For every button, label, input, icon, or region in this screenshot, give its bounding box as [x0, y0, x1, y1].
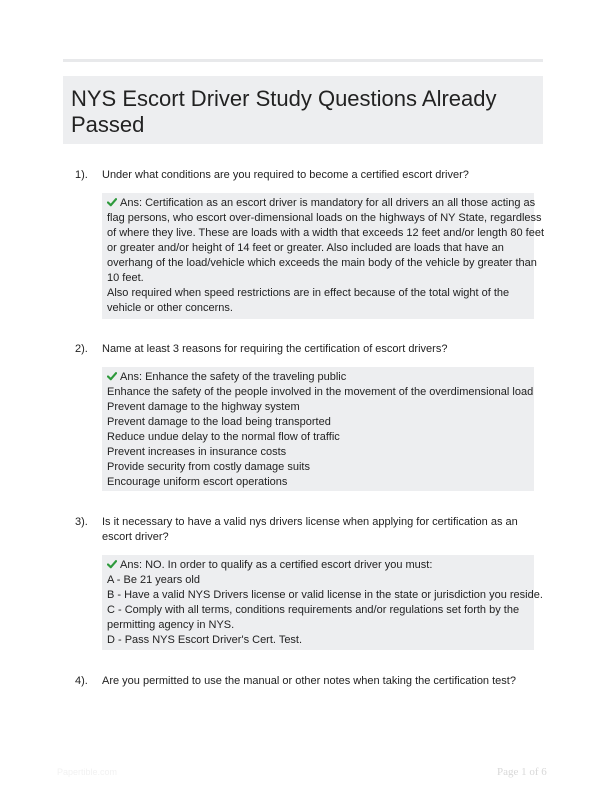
answer-line: flag persons, who escort over-dimensional loads on the highways of NY State, regardless — [107, 212, 542, 224]
answer-2 — [102, 367, 534, 491]
question-number: 4). — [75, 675, 88, 687]
answer-line: Prevent damage to the highway system — [107, 401, 300, 413]
question-number: 2). — [75, 343, 88, 355]
answer-line: Encourage uniform escort operations — [107, 476, 288, 488]
answer-line: Reduce undue delay to the normal flow of traffic — [107, 431, 340, 443]
answer-line: Ans: Certification as an escort driver is mandatory for all drivers an all those acting as — [107, 196, 528, 211]
answer-line: A - Be 21 years old — [107, 574, 200, 586]
answer-line: vehicle or other concerns. — [107, 302, 233, 314]
question-text — [102, 515, 532, 545]
answer-line: C - Comply with all terms, conditions requirements and/or regulations set forth by the — [107, 604, 520, 616]
answer-line: overhang of the load/vehicle which exceeds the main body of the vehicle by greater than — [107, 257, 537, 269]
title-banner — [63, 76, 543, 144]
answer-line: of where they live. These are loads with a width that exceeds 12 feet and/or length 80 feet — [107, 227, 545, 239]
answer-line: or greater and/or height of 14 feet or greater. Also included are loads that have an — [107, 242, 504, 254]
page-title: NYS Escort Driver Study Questions Already Passed — [71, 86, 497, 137]
check-icon — [107, 371, 117, 381]
answer-line: permitting agency in NYS. — [107, 619, 235, 631]
question-line: escort driver? — [102, 531, 169, 543]
answer-line: Prevent damage to the load being transported — [107, 416, 331, 428]
answer-line: Prevent increases in insurance costs — [107, 446, 287, 458]
footer-watermark: Papertible.com — [57, 767, 118, 777]
answer-line: B - Have a valid NYS Drivers license or valid license in the state or jurisdiction you reside. — [107, 589, 543, 601]
answer-3 — [102, 555, 543, 650]
answer-line: D - Pass NYS Escort Driver's Cert. Test. — [107, 634, 303, 646]
answer-line: Provide security from costly damage suits — [107, 461, 310, 473]
check-icon — [107, 559, 117, 569]
header-divider — [63, 59, 543, 62]
answer-line: 10 feet. — [107, 272, 144, 284]
answer-line: Ans: Enhance the safety of the traveling public — [107, 370, 528, 385]
page-indicator: Page 1 of 6 — [497, 766, 547, 778]
question-text: Under what conditions are you required to become a certified escort driver? — [102, 169, 469, 181]
question-text: Are you permitted to use the manual or other notes when taking the certification test? — [102, 675, 516, 687]
question-text: Name at least 3 reasons for requiring the certification of escort drivers? — [102, 343, 448, 355]
question-number: 1). — [75, 169, 88, 181]
answer-1 — [102, 193, 545, 319]
answer-line: Enhance the safety of the people involved in the movement of the overdimensional load — [107, 386, 534, 398]
answer-line: Ans: NO. In order to qualify as a certified escort driver you must: — [107, 558, 528, 573]
question-number: 3). — [75, 516, 88, 528]
question-line: Is it necessary to have a valid nys drivers license when applying for certification as an — [102, 516, 518, 528]
answer-line: Also required when speed restrictions are in effect because of the total wight of the — [107, 287, 510, 299]
check-icon — [107, 197, 117, 207]
